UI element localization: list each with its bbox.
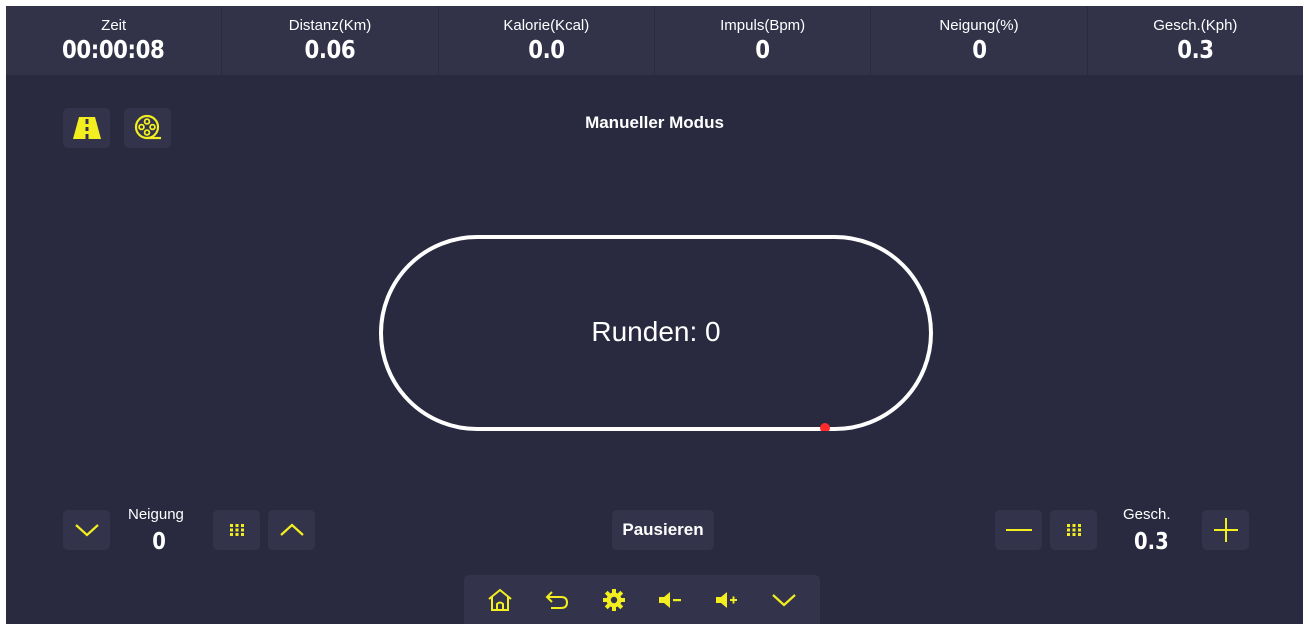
stat-value: 0.06: [304, 34, 356, 64]
stat-value: 0: [755, 34, 770, 64]
stat-pulse: [655, 6, 871, 75]
settings-icon: [602, 588, 626, 612]
minus-icon: [1006, 528, 1032, 532]
keypad-icon: [1067, 524, 1081, 536]
laps-counter: Runden: 0: [591, 316, 721, 347]
plus-icon: [1214, 518, 1238, 542]
volume-down-button[interactable]: [651, 581, 689, 619]
speed-up-button[interactable]: [1202, 510, 1249, 550]
stat-label: Neigung(%): [939, 16, 1019, 34]
stat-distance: [222, 6, 438, 75]
stat-value: 0.3: [1177, 34, 1214, 64]
chevron-up-icon: [279, 523, 305, 537]
speed-keypad-button[interactable]: [1050, 510, 1097, 550]
chevron-down-icon: [74, 523, 100, 537]
stat-label: Impuls(Bpm): [720, 16, 806, 34]
volume-down-icon: [657, 590, 683, 610]
treadmill-screen: [6, 6, 1303, 624]
stat-value: 0.0: [528, 34, 565, 64]
home-button[interactable]: [481, 581, 519, 619]
stat-incline: [871, 6, 1087, 75]
stat-time: [6, 6, 222, 75]
mode-title: Manueller Modus: [585, 113, 724, 132]
bottom-nav: [464, 575, 820, 624]
keypad-icon: [230, 524, 244, 536]
incline-label: Neigung: [128, 506, 184, 523]
stat-calories: [439, 6, 655, 75]
speed-value: 0.3: [1134, 529, 1169, 555]
stats-bar: [6, 6, 1303, 75]
pause-button[interactable]: Pausieren: [612, 510, 714, 550]
home-icon: [487, 588, 513, 612]
back-button[interactable]: [538, 581, 576, 619]
speed-down-button[interactable]: [995, 510, 1042, 550]
stat-label: Gesch.(Kph): [1153, 16, 1238, 34]
collapse-button[interactable]: [765, 581, 803, 619]
incline-value: 0: [152, 529, 166, 555]
speed-label: Gesch.: [1123, 506, 1171, 523]
stat-label: Kalorie(Kcal): [503, 16, 590, 34]
volume-up-button[interactable]: [708, 581, 746, 619]
volume-up-icon: [714, 590, 740, 610]
settings-button[interactable]: [595, 581, 633, 619]
progress-marker: [820, 423, 830, 431]
incline-keypad-button[interactable]: [213, 510, 260, 550]
stat-value: 00:00:08: [62, 34, 165, 64]
incline-up-button[interactable]: [268, 510, 315, 550]
stat-value: 0: [971, 34, 987, 64]
back-icon: [545, 590, 569, 610]
stat-speed: [1088, 6, 1303, 75]
incline-down-button[interactable]: [63, 510, 110, 550]
stat-label: Zeit: [101, 16, 127, 34]
collapse-icon: [771, 593, 797, 607]
stat-label: Distanz(Km): [288, 16, 372, 34]
